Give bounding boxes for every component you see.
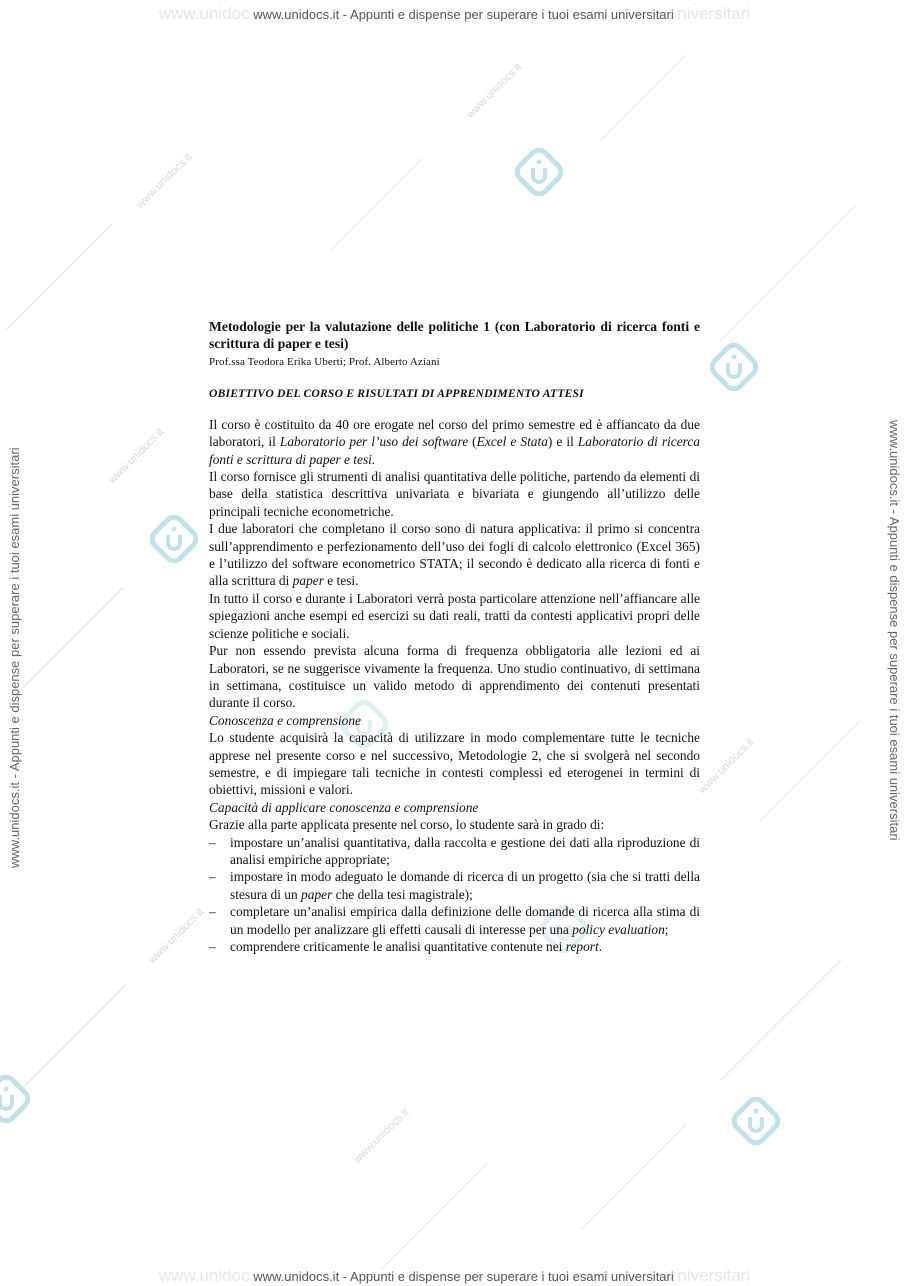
text-run: I due laboratori che completano il corso sono di natura applicativa: il primo si concentra sull’apprendimento e perfezionamento dell’uso dei fogli di calcolo elettronico (Excel 365) e l’utilizzo del software econometrico STATA; il secondo è dedicato alla ricerca di fonti e alla scrittura di	[209, 521, 700, 589]
paragraph	[209, 416, 700, 468]
text-run-italic: paper	[301, 886, 333, 902]
watermark-line	[5, 224, 112, 331]
watermark-banner-bottom	[0, 1266, 909, 1286]
course-title: Metodologie per la valutazione delle politiche 1 (con Laboratorio di ricerca fonti e scrittura di paper e tesi)	[209, 319, 700, 351]
text-run-italic: policy evaluation	[572, 921, 665, 937]
paragraph: Il corso fornisce gli strumenti di analisi quantitativa delle politiche, partendo da elementi di base della statistica descrittiva univariata e bivariata e giungendo all’utilizzo delle principali tecniche econometriche.	[209, 469, 700, 519]
section-heading: OBIETTIVO DEL CORSO E RISULTATI DI APPRENDIMENTO ATTESI	[209, 387, 584, 401]
watermark-banner-left: www.unidocs.it - Appunti e dispense per superare i tuoi esami universitari	[7, 447, 22, 868]
watermark-small-text: www.unidocs.it	[134, 151, 195, 211]
paragraph: In tutto il corso e durante i Laboratori verrà posta particolare attenzione nell’affiancare alle spiegazioni anche esempi ed esercizi su dati reali, tratti da contesti applicativi propri delle scienze politiche e sociali.	[209, 590, 700, 641]
watermark-small-text: www.unidocs.it	[696, 736, 757, 796]
unidocs-logo-icon	[710, 343, 758, 391]
text-run: ) e il	[547, 434, 578, 450]
watermark-banner-text: www.unidocs.it - Appunti e dispense per superare i tuoi esami universitari	[253, 1269, 674, 1284]
watermark-banner-top	[0, 4, 909, 24]
watermark-line	[20, 984, 127, 1091]
list-item: – impostare un’analisi quantitativa, dalla raccolta e gestione dei dati alla riproduzione di analisi empiriche appropriate;	[209, 834, 700, 869]
text-run: impostare in modo adeguato le domande di ricerca di un progetto (sia che si tratti della stesura di un	[230, 869, 700, 902]
watermark-ghost-left: www.unidoc	[158, 4, 250, 23]
watermark-ghost-right: niversitari	[677, 4, 751, 23]
text-run: e tesi.	[323, 573, 359, 589]
text-run-italic: paper	[292, 573, 324, 589]
watermark-ghost-right: niversitari	[677, 1266, 751, 1285]
text-run: comprendere criticamente le analisi quantitative contenute nei	[230, 939, 566, 954]
text-run-italic: Excel e Stata	[476, 434, 548, 450]
text-run: ;	[664, 921, 669, 937]
watermark-line	[760, 721, 860, 821]
watermark-small-text: www.unidocs.it	[106, 426, 167, 486]
text-run-italic: Laboratorio di ricerca fonti e scrittura di paper e tesi.	[209, 434, 700, 467]
unidocs-logo-icon	[0, 1075, 30, 1123]
course-authors: Prof.ssa Teodora Erika Uberti; Prof. Alberto Aziani	[209, 356, 440, 368]
watermark-banner-right: www.unidocs.it - Appunti e dispense per superare i tuoi esami universitari	[887, 420, 902, 841]
text-run-italic: report	[565, 939, 599, 954]
subheading: Capacità di applicare conoscenza e comprensione	[209, 799, 479, 815]
text-run: completare un’analisi empirica dalla definizione delle domande di ricerca alla stima di un modello per analizzare gli effetti causali di interesse per una	[230, 904, 700, 937]
watermark-line	[720, 206, 855, 341]
watermark-ghost-left: www.unidoc	[158, 1266, 250, 1285]
text-run: .	[598, 939, 603, 954]
watermark-line	[600, 55, 686, 141]
watermark-banner-text: www.unidocs.it - Appunti e dispense per superare i tuoi esami universitari	[253, 7, 674, 22]
watermark-small-text: www.unidocs.it	[464, 61, 525, 121]
text-run: che della tesi magistrale);	[332, 886, 473, 902]
text-run-italic: Laboratorio per l’uso dei software	[279, 434, 469, 450]
unidocs-logo-icon	[515, 148, 563, 196]
watermark-line	[330, 158, 423, 251]
paragraph: Pur non essendo prevista alcuna forma di frequenza obbligatoria alle lezioni ed ai Laboratori, se ne suggerisce vivamente la frequenza. Uno studio continuativo, di settimana in settimana, costituisce un valido metodo di apprendimento dei contenuti presentati durante il corso.	[209, 643, 700, 711]
watermark-line	[580, 1124, 687, 1231]
list-item	[209, 938, 700, 955]
skills-list	[209, 834, 700, 956]
watermark-small-text: www.unidocs.it	[351, 1106, 412, 1166]
text-run: Il corso è costituito da 40 ore erogate nel corso del primo semestre ed è affiancato da due laboratori, il	[209, 416, 700, 450]
watermark-line	[10, 587, 124, 701]
text-run: (	[468, 434, 477, 450]
paragraph: Lo studente acquisirà la capacità di utilizzare in modo complementare tutte le tecniche apprese nel presente corso e nel successivo, Metodologie 2, che si svolgerà nel secondo semestre, e di impiegare tali tecniche in contesti complessi ed eterogenei in termini di obiettivi, missioni e valori.	[209, 730, 700, 798]
document-body	[209, 318, 700, 955]
paragraph: Grazie alla parte applicata presente nel corso, lo studente sarà in grado di:	[209, 817, 605, 833]
list-item	[209, 868, 700, 903]
watermark-line	[720, 960, 841, 1081]
paragraph	[209, 520, 700, 590]
watermark-line	[380, 1164, 487, 1271]
subheading: Conoscenza e comprensione	[209, 712, 361, 728]
unidocs-logo-icon	[150, 515, 198, 563]
unidocs-logo-icon	[732, 1097, 780, 1145]
watermark-small-text: www.unidocs.it	[146, 906, 207, 966]
list-item	[209, 903, 700, 938]
